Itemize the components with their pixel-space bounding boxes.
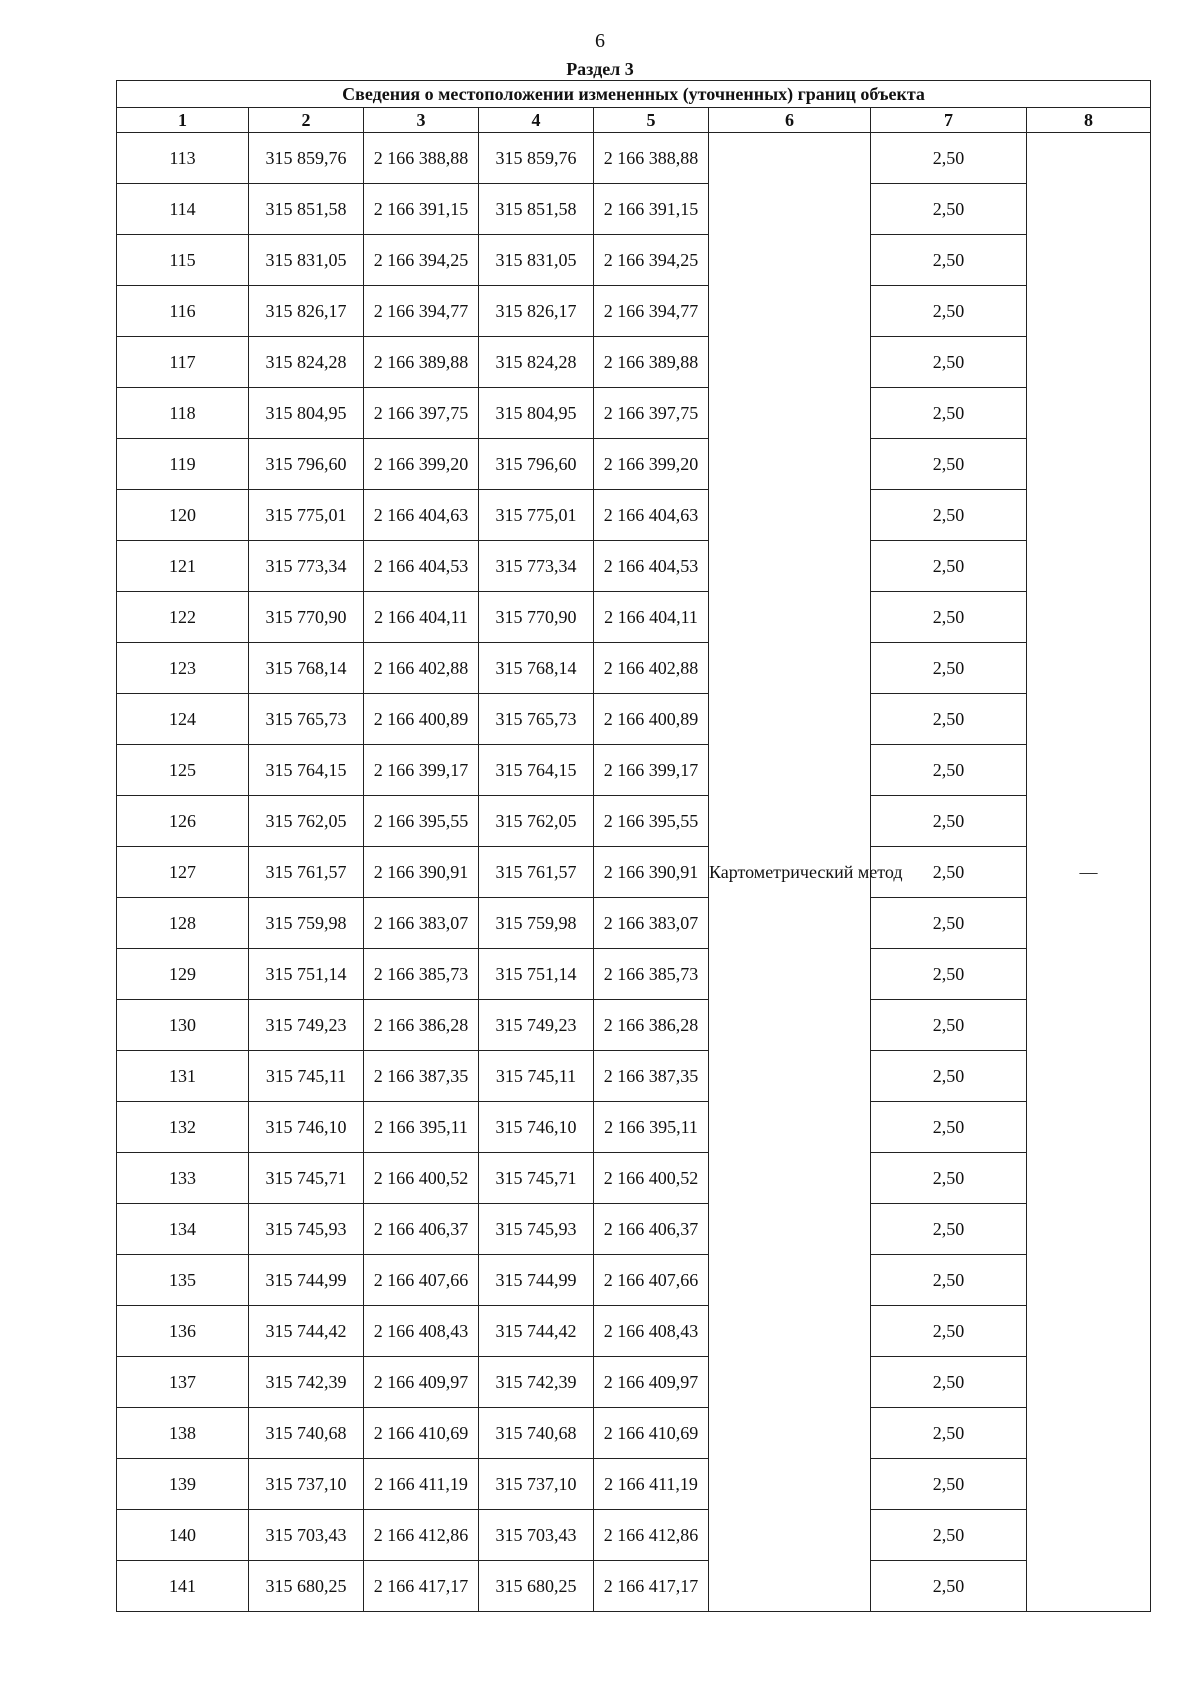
accuracy-cell: 2,50 [871,592,1027,643]
x-existing-cell: 315 749,23 [249,1000,364,1051]
note-cell: — [1027,133,1151,1612]
x-existing-cell: 315 804,95 [249,388,364,439]
section-title: Раздел 3 [566,59,634,79]
x-existing-cell: 315 744,99 [249,1255,364,1306]
table-row [117,1051,1151,1102]
point-number-cell: 126 [117,796,249,847]
point-number-cell: 114 [117,184,249,235]
y-existing-cell: 2 166 394,25 [364,235,479,286]
x-existing-cell: 315 761,57 [249,847,364,898]
y-new-cell: 2 166 400,52 [594,1153,709,1204]
y-existing-cell: 2 166 390,91 [364,847,479,898]
accuracy-cell: 2,50 [871,1306,1027,1357]
table-row [117,1102,1151,1153]
accuracy-cell: 2,50 [871,1510,1027,1561]
table-row [117,1561,1151,1612]
accuracy-cell: 2,50 [871,439,1027,490]
y-existing-cell: 2 166 404,11 [364,592,479,643]
x-new-cell: 315 749,23 [479,1000,594,1051]
table-row [117,847,1151,898]
boundary-coordinates-table [116,80,1151,1612]
table-row [117,490,1151,541]
accuracy-cell: 2,50 [871,490,1027,541]
x-new-cell: 315 824,28 [479,337,594,388]
y-new-cell: 2 166 395,55 [594,796,709,847]
accuracy-cell: 2,50 [871,133,1027,184]
accuracy-cell: 2,50 [871,388,1027,439]
y-existing-cell: 2 166 389,88 [364,337,479,388]
x-existing-cell: 315 824,28 [249,337,364,388]
x-existing-cell: 315 762,05 [249,796,364,847]
y-existing-cell: 2 166 387,35 [364,1051,479,1102]
x-existing-cell: 315 851,58 [249,184,364,235]
y-existing-cell: 2 166 394,77 [364,286,479,337]
point-number-cell: 117 [117,337,249,388]
y-existing-cell: 2 166 409,97 [364,1357,479,1408]
point-number-cell: 124 [117,694,249,745]
table-row [117,898,1151,949]
column-header: 4 [479,108,594,133]
y-existing-cell: 2 166 400,52 [364,1153,479,1204]
point-number-cell: 118 [117,388,249,439]
x-new-cell: 315 744,42 [479,1306,594,1357]
table-row [117,592,1151,643]
x-new-cell: 315 761,57 [479,847,594,898]
point-number-cell: 128 [117,898,249,949]
table-row [117,388,1151,439]
x-new-cell: 315 680,25 [479,1561,594,1612]
y-existing-cell: 2 166 383,07 [364,898,479,949]
column-number-row [117,108,1151,133]
point-number-cell: 132 [117,1102,249,1153]
x-new-cell: 315 851,58 [479,184,594,235]
x-new-cell: 315 770,90 [479,592,594,643]
x-new-cell: 315 775,01 [479,490,594,541]
point-number-cell: 139 [117,1459,249,1510]
x-new-cell: 315 764,15 [479,745,594,796]
y-existing-cell: 2 166 406,37 [364,1204,479,1255]
y-new-cell: 2 166 387,35 [594,1051,709,1102]
y-new-cell: 2 166 389,88 [594,337,709,388]
point-number-cell: 116 [117,286,249,337]
y-existing-cell: 2 166 402,88 [364,643,479,694]
y-new-cell: 2 166 404,53 [594,541,709,592]
point-number-cell: 136 [117,1306,249,1357]
table-row [117,694,1151,745]
x-existing-cell: 315 859,76 [249,133,364,184]
table-row [117,235,1151,286]
point-number-cell: 115 [117,235,249,286]
point-number-cell: 140 [117,1510,249,1561]
table-row [117,1000,1151,1051]
y-existing-cell: 2 166 385,73 [364,949,479,1000]
point-number-cell: 113 [117,133,249,184]
point-number-cell: 129 [117,949,249,1000]
column-header: 8 [1027,108,1151,133]
x-existing-cell: 315 775,01 [249,490,364,541]
table-row [117,1510,1151,1561]
table-row [117,1459,1151,1510]
point-number-cell: 138 [117,1408,249,1459]
y-new-cell: 2 166 391,15 [594,184,709,235]
x-existing-cell: 315 745,71 [249,1153,364,1204]
x-new-cell: 315 762,05 [479,796,594,847]
x-new-cell: 315 765,73 [479,694,594,745]
y-existing-cell: 2 166 386,28 [364,1000,479,1051]
y-new-cell: 2 166 390,91 [594,847,709,898]
x-existing-cell: 315 759,98 [249,898,364,949]
y-existing-cell: 2 166 395,55 [364,796,479,847]
accuracy-cell: 2,50 [871,337,1027,388]
table-caption-row [117,81,1151,108]
accuracy-cell: 2,50 [871,1459,1027,1510]
column-header: 1 [117,108,249,133]
point-number-cell: 122 [117,592,249,643]
y-new-cell: 2 166 399,20 [594,439,709,490]
x-new-cell: 315 768,14 [479,643,594,694]
x-new-cell: 315 744,99 [479,1255,594,1306]
table-row [117,1255,1151,1306]
column-header: 7 [871,108,1027,133]
y-existing-cell: 2 166 404,53 [364,541,479,592]
x-new-cell: 315 745,11 [479,1051,594,1102]
x-new-cell: 315 773,34 [479,541,594,592]
x-existing-cell: 315 768,14 [249,643,364,694]
column-header: 3 [364,108,479,133]
y-new-cell: 2 166 411,19 [594,1459,709,1510]
accuracy-cell: 2,50 [871,745,1027,796]
y-existing-cell: 2 166 407,66 [364,1255,479,1306]
x-new-cell: 315 759,98 [479,898,594,949]
point-number-cell: 131 [117,1051,249,1102]
x-existing-cell: 315 831,05 [249,235,364,286]
y-new-cell: 2 166 388,88 [594,133,709,184]
x-existing-cell: 315 746,10 [249,1102,364,1153]
accuracy-cell: 2,50 [871,1408,1027,1459]
table-row [117,1306,1151,1357]
point-number-cell: 133 [117,1153,249,1204]
accuracy-cell: 2,50 [871,1357,1027,1408]
table-row [117,439,1151,490]
accuracy-cell: 2,50 [871,286,1027,337]
y-new-cell: 2 166 407,66 [594,1255,709,1306]
table-row [117,133,1151,184]
x-new-cell: 315 703,43 [479,1510,594,1561]
y-existing-cell: 2 166 399,20 [364,439,479,490]
x-existing-cell: 315 742,39 [249,1357,364,1408]
x-existing-cell: 315 765,73 [249,694,364,745]
y-new-cell: 2 166 383,07 [594,898,709,949]
y-existing-cell: 2 166 397,75 [364,388,479,439]
y-existing-cell: 2 166 399,17 [364,745,479,796]
x-existing-cell: 315 826,17 [249,286,364,337]
accuracy-cell: 2,50 [871,1561,1027,1612]
y-new-cell: 2 166 395,11 [594,1102,709,1153]
y-new-cell: 2 166 417,17 [594,1561,709,1612]
table-row [117,796,1151,847]
y-existing-cell: 2 166 404,63 [364,490,479,541]
x-existing-cell: 315 737,10 [249,1459,364,1510]
accuracy-cell: 2,50 [871,1255,1027,1306]
column-header: 2 [249,108,364,133]
x-existing-cell: 315 744,42 [249,1306,364,1357]
point-number-cell: 137 [117,1357,249,1408]
x-new-cell: 315 796,60 [479,439,594,490]
accuracy-cell: 2,50 [871,1153,1027,1204]
table-row [117,286,1151,337]
x-new-cell: 315 831,05 [479,235,594,286]
y-new-cell: 2 166 408,43 [594,1306,709,1357]
x-new-cell: 315 737,10 [479,1459,594,1510]
x-new-cell: 315 826,17 [479,286,594,337]
accuracy-cell: 2,50 [871,796,1027,847]
point-number-cell: 135 [117,1255,249,1306]
accuracy-cell: 2,50 [871,1000,1027,1051]
x-new-cell: 315 751,14 [479,949,594,1000]
accuracy-cell: 2,50 [871,1102,1027,1153]
point-number-cell: 119 [117,439,249,490]
table-row [117,541,1151,592]
accuracy-cell: 2,50 [871,1204,1027,1255]
x-new-cell: 315 859,76 [479,133,594,184]
y-new-cell: 2 166 410,69 [594,1408,709,1459]
page-number: 6 [595,30,605,52]
accuracy-cell: 2,50 [871,541,1027,592]
table-row [117,643,1151,694]
y-new-cell: 2 166 412,86 [594,1510,709,1561]
y-existing-cell: 2 166 412,86 [364,1510,479,1561]
table-row [117,337,1151,388]
determination-method-cell: Картометрический метод [709,133,871,1612]
table-body [117,133,1151,1612]
point-number-cell: 127 [117,847,249,898]
point-number-cell: 134 [117,1204,249,1255]
x-existing-cell: 315 773,34 [249,541,364,592]
y-new-cell: 2 166 394,77 [594,286,709,337]
point-number-cell: 125 [117,745,249,796]
point-number-cell: 120 [117,490,249,541]
y-existing-cell: 2 166 395,11 [364,1102,479,1153]
table-row [117,745,1151,796]
column-header: 6 [709,108,871,133]
table-caption: Сведения о местоположении измененных (уточненных) границ объекта [117,81,1151,108]
y-new-cell: 2 166 404,11 [594,592,709,643]
accuracy-cell: 2,50 [871,694,1027,745]
accuracy-cell: 2,50 [871,949,1027,1000]
x-existing-cell: 315 680,25 [249,1561,364,1612]
x-existing-cell: 315 751,14 [249,949,364,1000]
accuracy-cell: 2,50 [871,1051,1027,1102]
y-existing-cell: 2 166 411,19 [364,1459,479,1510]
y-new-cell: 2 166 394,25 [594,235,709,286]
x-existing-cell: 315 796,60 [249,439,364,490]
y-new-cell: 2 166 406,37 [594,1204,709,1255]
y-new-cell: 2 166 397,75 [594,388,709,439]
table-row [117,1153,1151,1204]
point-number-cell: 123 [117,643,249,694]
y-new-cell: 2 166 400,89 [594,694,709,745]
x-new-cell: 315 742,39 [479,1357,594,1408]
y-new-cell: 2 166 409,97 [594,1357,709,1408]
x-existing-cell: 315 740,68 [249,1408,364,1459]
accuracy-cell: 2,50 [871,847,1027,898]
y-new-cell: 2 166 402,88 [594,643,709,694]
x-existing-cell: 315 745,93 [249,1204,364,1255]
table-row [117,184,1151,235]
accuracy-cell: 2,50 [871,235,1027,286]
y-new-cell: 2 166 399,17 [594,745,709,796]
x-existing-cell: 315 764,15 [249,745,364,796]
x-new-cell: 315 746,10 [479,1102,594,1153]
x-new-cell: 315 804,95 [479,388,594,439]
y-new-cell: 2 166 404,63 [594,490,709,541]
table-row [117,949,1151,1000]
accuracy-cell: 2,50 [871,898,1027,949]
x-existing-cell: 315 745,11 [249,1051,364,1102]
point-number-cell: 130 [117,1000,249,1051]
accuracy-cell: 2,50 [871,643,1027,694]
point-number-cell: 121 [117,541,249,592]
y-existing-cell: 2 166 408,43 [364,1306,479,1357]
y-existing-cell: 2 166 388,88 [364,133,479,184]
column-header: 5 [594,108,709,133]
x-new-cell: 315 745,93 [479,1204,594,1255]
y-existing-cell: 2 166 410,69 [364,1408,479,1459]
table-row [117,1408,1151,1459]
y-existing-cell: 2 166 417,17 [364,1561,479,1612]
y-new-cell: 2 166 385,73 [594,949,709,1000]
y-existing-cell: 2 166 400,89 [364,694,479,745]
table-row [117,1204,1151,1255]
y-new-cell: 2 166 386,28 [594,1000,709,1051]
x-existing-cell: 315 703,43 [249,1510,364,1561]
y-existing-cell: 2 166 391,15 [364,184,479,235]
x-new-cell: 315 745,71 [479,1153,594,1204]
point-number-cell: 141 [117,1561,249,1612]
accuracy-cell: 2,50 [871,184,1027,235]
x-new-cell: 315 740,68 [479,1408,594,1459]
table-row [117,1357,1151,1408]
x-existing-cell: 315 770,90 [249,592,364,643]
